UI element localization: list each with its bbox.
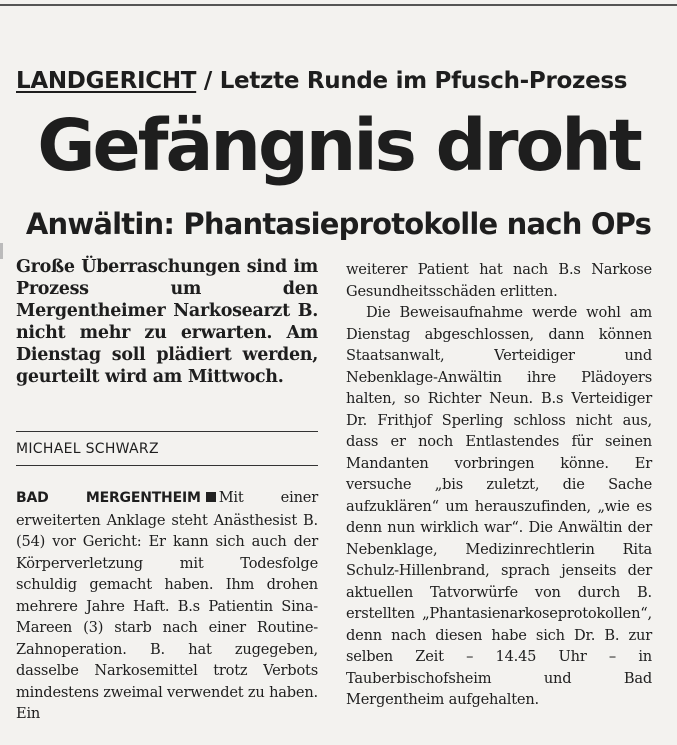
paragraph-1-continued: weiterer Patient hat nach B.s Narkose Gesundheitsschäden erlitten. [346,261,652,300]
top-border-line [0,4,677,6]
author-rule-top [16,431,318,432]
headline: Gefängnis droht [37,104,640,187]
scan-mark [0,243,3,259]
paragraph-1 [16,487,318,725]
teaser-text: Große Überraschungen sind im Prozess um den Mergentheimer Narkosearzt B. nicht mehr zu erwarten. Am Dienstag soll plädiert werden, geurteilt wird am Mittwoch. [16,257,318,387]
bullet-square-icon [206,492,216,502]
author-byline: MICHAEL SCHWARZ [16,441,159,457]
author-rule-bottom [16,465,318,466]
dateline: BAD MERGENTHEIM [16,490,201,506]
left-column-body [16,487,318,725]
kicker-label: LANDGERICHT [16,68,197,94]
kicker-text: / Letzte Runde im Pfusch-Prozess [196,68,628,94]
left-column-teaser [16,256,318,388]
paragraph-2: Die Beweisaufnahme werde wohl am Dienstag abgeschlossen, dann können Staatsanwalt, Verteidiger und Nebenklage-Anwältin ihre Plädoyers halten, so Richter Neun. B.s Verteidiger Dr. Frithjof Sperling schloss nicht aus, dass er noch Entlastendes für seinen Mandanten vorbringen könne. Er versuche „bis zuletzt, die Sache aufzuklären“ um herauszufinden, „wie es denn nun wirklich war“. Die Anwältin der Nebenklage, Medizinrechtlerin Rita Schulz-Hillenbrand, sprach jenseits der aktuellen Tatvorwürfe von durch B. erstellten „Phantasienarkoseprotokollen“, denn nach diesen habe sich Dr. B. zur selben Zeit – 14.45 Uhr – in Tauberbischofsheim und Bad Mergentheim aufgehalten. [346,304,652,708]
kicker [16,68,666,94]
subheadline: Anwältin: Phantasieprotokolle nach OPs [25,207,652,241]
right-column-body [346,259,652,711]
paragraph-1-text: Mit einer erweiterten Anklage steht Anästhesist B. (54) vor Gericht: Er kann sich auch der Körperverletzung mit Todesfolge schuldig gemacht haben. Ihm drohen mehrere Jahre Haft. B.s Patientin Sina-Mareen (3) starb nach einer Routine-Zahnoperation. B. hat zugegeben, dasselbe Narkosemittel trotz Verbots mindestens zweimal verwendet zu haben. Ein [16,489,318,722]
